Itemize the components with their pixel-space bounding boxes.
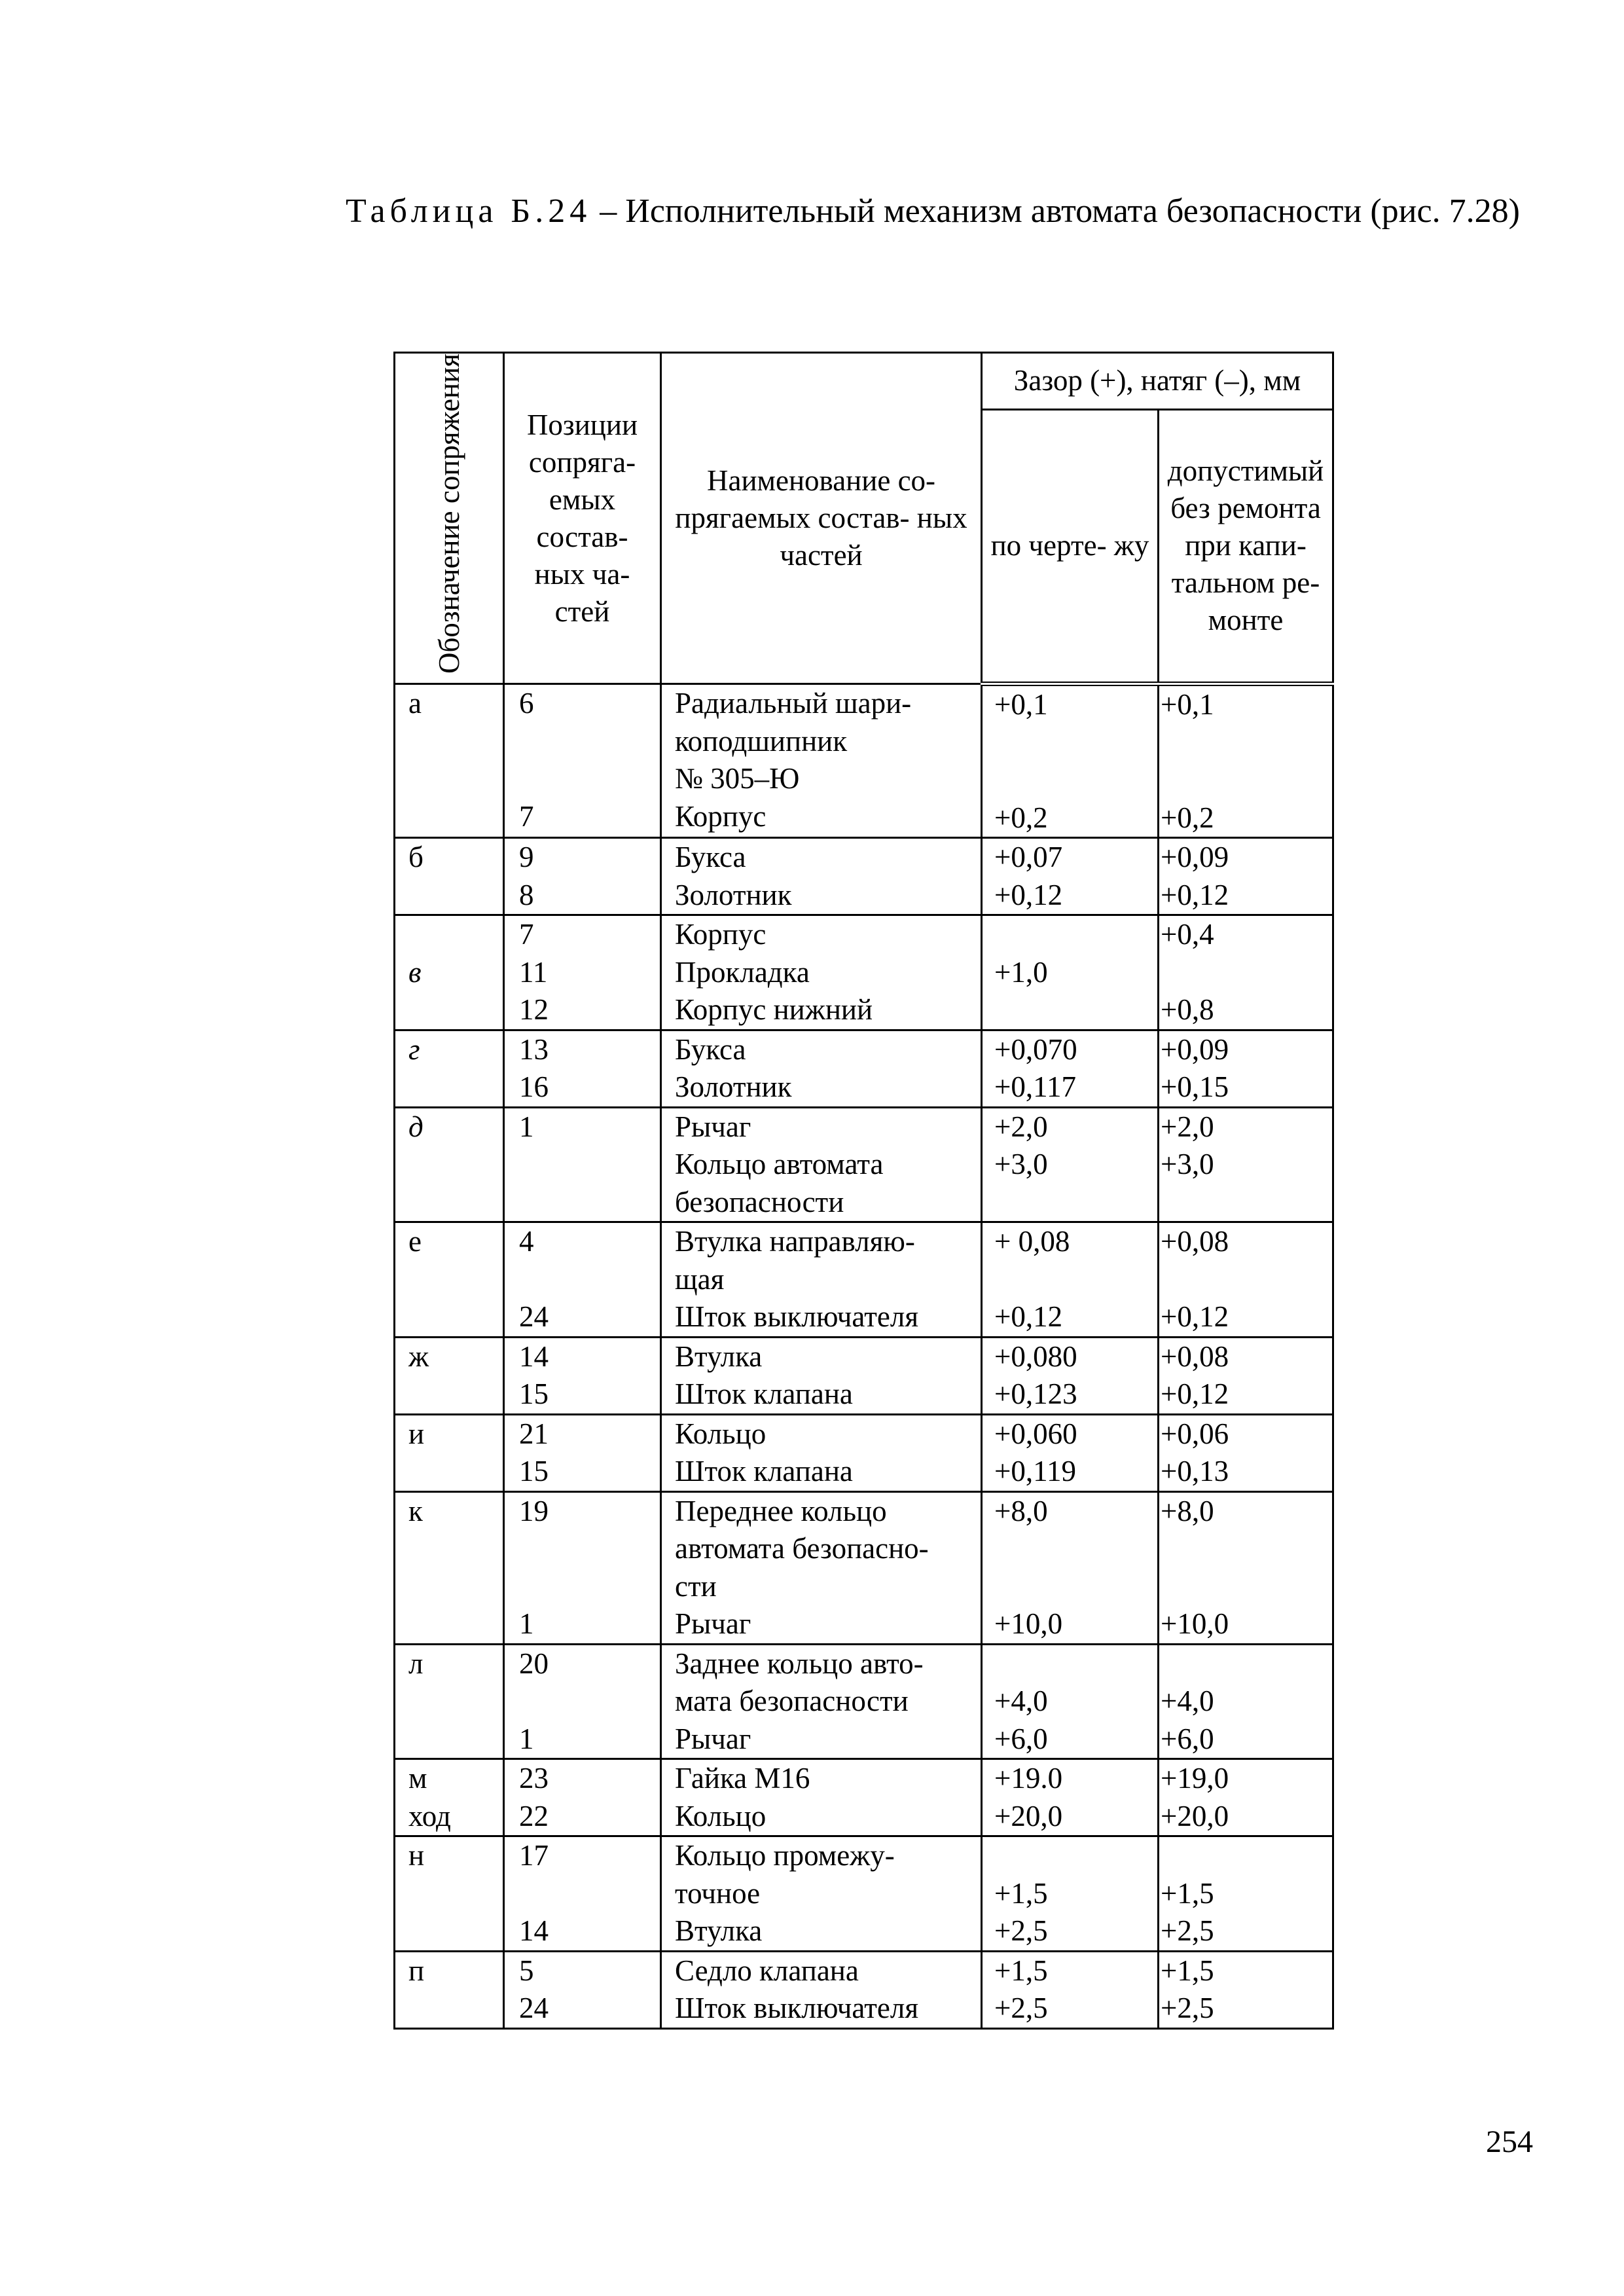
cell-line: +19.0 [994, 1762, 1063, 1795]
cell-line: +1,5 [994, 1954, 1048, 1987]
header-allowed: допустимый без ремонта при капи- тальном ре- монте [1159, 409, 1333, 683]
cell-gap-allowed [1159, 1030, 1333, 1107]
cell-line: щая [675, 1262, 725, 1296]
cell-line: +6,0 [1161, 1722, 1214, 1755]
cell-line: +4,0 [1161, 1685, 1214, 1718]
header-designation: Обозначение сопряжения [395, 353, 504, 684]
cell-line: +0,15 [1161, 1070, 1229, 1104]
cell-line: +0,1 [1161, 688, 1214, 721]
cell-line: л [408, 1647, 424, 1680]
cell-line: 17 [519, 1839, 549, 1872]
cell-line: +0,12 [994, 878, 1063, 911]
cell-line: 14 [519, 1339, 549, 1373]
cell-gap-drawing [982, 1030, 1159, 1107]
cell-line: № 305–Ю [675, 762, 800, 795]
cell-line: +4,0 [994, 1685, 1048, 1718]
cell-gap-allowed [1159, 1759, 1333, 1836]
cell-line: а [408, 687, 422, 720]
cell-designation [395, 1759, 504, 1836]
header-gap: Зазор (+), натяг (–), мм [982, 353, 1333, 410]
cell-line [519, 723, 655, 761]
cell-designation [395, 1951, 504, 2028]
cell-line: Радиальный шари- [675, 687, 912, 720]
table-row [395, 838, 1333, 915]
cell-line [994, 991, 1152, 1029]
cell-line: н [408, 1839, 425, 1872]
cell-line: и [408, 1417, 425, 1450]
cell-line: ж [408, 1339, 429, 1373]
cell-line [1161, 724, 1327, 762]
cell-line [408, 1912, 497, 1950]
cell-line: автомата безопасно- [675, 1532, 929, 1565]
cell-line: Втулка направляю- [675, 1225, 915, 1258]
cell-positions [504, 1759, 661, 1836]
cell-line: 12 [519, 993, 549, 1027]
cell-line [408, 1261, 497, 1299]
cell-part-name [661, 1107, 982, 1222]
cell-part-name [661, 838, 982, 915]
cell-designation [395, 1337, 504, 1414]
cell-line: Рычаг [675, 1607, 751, 1641]
cell-line [1161, 761, 1327, 799]
cell-line: м [408, 1762, 427, 1795]
cell-designation [395, 684, 504, 838]
cell-line [408, 1875, 497, 1913]
table-row [395, 1491, 1333, 1644]
cell-gap-allowed [1159, 684, 1333, 838]
cell-line: 24 [519, 1992, 549, 2025]
cell-gap-allowed [1159, 1951, 1333, 2028]
cell-line: +1,5 [1161, 1876, 1214, 1910]
cell-line [994, 1530, 1152, 1568]
cell-line: Рычаг [675, 1722, 751, 1755]
header-by-drawing: по черте- жу [982, 409, 1159, 683]
cell-line: +2,0 [1161, 1110, 1214, 1143]
cell-gap-allowed [1159, 1337, 1333, 1414]
cell-line: Корпус [675, 799, 767, 833]
cell-line [408, 1376, 497, 1413]
cell-line: 14 [519, 1914, 549, 1948]
cell-line: Втулка [675, 1339, 763, 1373]
cell-positions [504, 1644, 661, 1759]
cell-gap-drawing [982, 1644, 1159, 1759]
cell-gap-drawing [982, 1836, 1159, 1952]
cell-line [994, 1837, 1152, 1875]
cell-line: +1,5 [994, 1876, 1048, 1910]
table-row [395, 684, 1333, 838]
cell-line: +0,123 [994, 1377, 1077, 1411]
cell-designation [395, 1030, 504, 1107]
cell-gap-drawing [982, 1414, 1159, 1491]
cell-line [408, 798, 497, 836]
cell-line: 20 [519, 1647, 549, 1680]
cell-gap-drawing [982, 838, 1159, 915]
cell-line: Шток клапана [675, 1377, 853, 1411]
cell-gap-allowed [1159, 1491, 1333, 1644]
cell-gap-drawing [982, 684, 1159, 838]
cell-line [519, 1875, 655, 1913]
page-number: 254 [1486, 2124, 1533, 2159]
cell-line: Шток выключателя [675, 1992, 919, 2025]
cell-designation [395, 1836, 504, 1952]
cell-line [519, 1568, 655, 1606]
cell-line [408, 991, 497, 1029]
cell-line: Кольцо автомата [675, 1148, 884, 1181]
table-row [395, 1107, 1333, 1222]
cell-line: +3,0 [994, 1148, 1048, 1181]
cell-line: безопасности [675, 1185, 844, 1218]
cell-line: Букса [675, 1032, 746, 1066]
cell-gap-allowed [1159, 838, 1333, 915]
cell-gap-allowed [1159, 1414, 1333, 1491]
cell-line: +0,070 [994, 1032, 1077, 1066]
cell-line: Рычаг [675, 1110, 751, 1143]
cell-positions [504, 1337, 661, 1414]
cell-positions [504, 1030, 661, 1107]
cell-line [519, 1146, 655, 1184]
cell-line: 11 [519, 955, 548, 989]
cell-line: Кольцо [675, 1417, 767, 1450]
cell-line: Шток клапана [675, 1455, 853, 1488]
cell-line: 4 [519, 1225, 534, 1258]
cell-line: +0,080 [994, 1339, 1077, 1373]
cell-part-name [661, 1491, 982, 1644]
cell-line [408, 1068, 497, 1106]
cell-line: Золотник [675, 1070, 792, 1104]
cell-line: +2,5 [1161, 1914, 1214, 1948]
cell-line: Втулка [675, 1914, 763, 1948]
cell-line: 7 [519, 918, 534, 951]
cell-line: 22 [519, 1799, 549, 1832]
cell-line [994, 1645, 1152, 1683]
cell-designation [395, 1644, 504, 1759]
cell-gap-allowed [1159, 915, 1333, 1030]
cell-line: Седло клапана [675, 1954, 859, 1987]
cell-line: +0,12 [1161, 878, 1229, 911]
cell-line: к [408, 1494, 423, 1527]
cell-part-name [661, 1951, 982, 2028]
cell-line: 15 [519, 1377, 549, 1411]
cell-line: мата безопасности [675, 1685, 909, 1718]
cell-line: +19,0 [1161, 1762, 1229, 1795]
cell-line: +0,12 [1161, 1377, 1229, 1411]
cell-line [408, 723, 497, 761]
cell-line [519, 760, 655, 798]
cell-gap-drawing [982, 1337, 1159, 1414]
cell-line [519, 1683, 655, 1721]
cell-line: +6,0 [994, 1722, 1048, 1755]
cell-line [1161, 1261, 1327, 1299]
cell-positions [504, 1107, 661, 1222]
cell-line: +0,8 [1161, 993, 1214, 1027]
cell-line: +1,0 [994, 955, 1048, 989]
cell-line [1161, 954, 1327, 992]
table-title: – Исполнительный механизм автомата безопасности (рис. 7.28) [591, 192, 1520, 230]
cell-line: б [408, 841, 424, 874]
cell-line: +0,4 [1161, 918, 1214, 951]
cell-line: +0,07 [994, 841, 1063, 874]
cell-part-name [661, 1836, 982, 1952]
cell-line [408, 1298, 497, 1336]
cell-line: 8 [519, 878, 534, 911]
table-row [395, 1414, 1333, 1491]
cell-part-name [661, 915, 982, 1030]
cell-gap-drawing [982, 1951, 1159, 2028]
cell-line: ход [408, 1799, 451, 1832]
cell-line: +0,08 [1161, 1339, 1229, 1373]
cell-line [994, 916, 1152, 954]
cell-line: 21 [519, 1417, 549, 1450]
cell-line [1161, 1530, 1327, 1568]
header-positions: Позиции сопряга- емых состав- ных ча- стей [504, 353, 661, 684]
cell-designation [395, 1107, 504, 1222]
cell-gap-allowed [1159, 1836, 1333, 1952]
cell-line: +0,119 [994, 1455, 1076, 1488]
cell-line: п [408, 1954, 425, 1987]
cell-line: Переднее кольцо [675, 1494, 887, 1527]
cell-line: +0,09 [1161, 841, 1229, 874]
cell-gap-allowed [1159, 1644, 1333, 1759]
cell-positions [504, 1951, 661, 2028]
cell-line: Гайка М16 [675, 1762, 810, 1795]
cell-line: Прокладка [675, 955, 810, 989]
cell-line: Корпус нижний [675, 993, 873, 1027]
cell-line [1161, 1837, 1327, 1875]
cell-line [408, 1146, 497, 1184]
cell-line: +8,0 [994, 1494, 1048, 1527]
cell-line: + 0,08 [994, 1225, 1070, 1258]
cell-line: +0,09 [1161, 1032, 1229, 1066]
table-row [395, 1644, 1333, 1759]
cell-designation [395, 838, 504, 915]
cell-part-name [661, 1222, 982, 1338]
cell-positions [504, 684, 661, 838]
cell-line: 5 [519, 1954, 534, 1987]
cell-line [408, 760, 497, 798]
cell-line: +0,12 [994, 1300, 1063, 1334]
cell-designation [395, 1491, 504, 1644]
table-label: Таблица Б.24 [346, 192, 592, 230]
cell-designation [395, 1414, 504, 1491]
cell-positions [504, 1222, 661, 1338]
cell-line [408, 877, 497, 915]
cell-part-name [661, 1644, 982, 1759]
cell-line: +1,5 [1161, 1954, 1214, 1987]
cell-line [1161, 1568, 1327, 1606]
cell-line: 6 [519, 687, 534, 720]
cell-line: 7 [519, 799, 534, 833]
cell-gap-drawing [982, 1491, 1159, 1644]
cell-line [408, 1990, 497, 2028]
cell-line: в [408, 955, 422, 989]
cell-line: +2,5 [1161, 1992, 1214, 2025]
cell-line: 19 [519, 1494, 549, 1527]
cell-designation [395, 915, 504, 1030]
cell-line: Золотник [675, 878, 792, 911]
table-caption [195, 191, 1545, 232]
cell-line: +10,0 [994, 1607, 1063, 1641]
cell-line: +3,0 [1161, 1148, 1214, 1181]
table-row [395, 1759, 1333, 1836]
cell-line: +0,2 [1161, 801, 1214, 834]
cell-line: +20,0 [994, 1799, 1063, 1832]
cell-line [994, 1568, 1152, 1606]
cell-line: +8,0 [1161, 1494, 1214, 1527]
cell-positions [504, 838, 661, 915]
cell-gap-allowed [1159, 1222, 1333, 1338]
cell-line: 13 [519, 1032, 549, 1066]
mating-table [393, 352, 1334, 2030]
cell-part-name [661, 1337, 982, 1414]
cell-line [519, 1261, 655, 1299]
cell-line: сти [675, 1569, 717, 1603]
cell-line: +0,06 [1161, 1417, 1229, 1450]
cell-line: Букса [675, 841, 746, 874]
cell-positions [504, 915, 661, 1030]
cell-line: 1 [519, 1110, 534, 1143]
cell-positions [504, 1491, 661, 1644]
cell-line: 15 [519, 1455, 549, 1488]
cell-gap-drawing [982, 915, 1159, 1030]
cell-gap-drawing [982, 1759, 1159, 1836]
cell-positions [504, 1414, 661, 1491]
cell-line: е [408, 1225, 422, 1258]
cell-line [1161, 1645, 1327, 1683]
cell-line: +0,08 [1161, 1225, 1229, 1258]
cell-line: Корпус [675, 918, 767, 951]
header-name: Наименование со- прягаемых состав- ных частей [661, 353, 982, 684]
cell-designation [395, 1222, 504, 1338]
cell-line: Заднее кольцо авто- [675, 1647, 924, 1680]
table-row [395, 1337, 1333, 1414]
cell-line: 24 [519, 1300, 549, 1334]
cell-part-name [661, 1414, 982, 1491]
cell-line: +0,060 [994, 1417, 1077, 1450]
table-row [395, 1951, 1333, 2028]
cell-line: точное [675, 1876, 761, 1910]
cell-line [408, 1605, 497, 1643]
cell-line: коподшипник [675, 724, 848, 757]
cell-line: +0,117 [994, 1070, 1076, 1104]
cell-line [994, 761, 1152, 799]
cell-line [408, 916, 497, 954]
cell-line: +10,0 [1161, 1607, 1229, 1641]
cell-line: +2,0 [994, 1110, 1048, 1143]
cell-line [408, 1530, 497, 1568]
table-body [395, 684, 1333, 2029]
cell-line: +2,5 [994, 1914, 1048, 1948]
cell-gap-allowed [1159, 1107, 1333, 1222]
cell-line [519, 1530, 655, 1568]
cell-line [408, 1721, 497, 1758]
cell-line: 1 [519, 1722, 534, 1755]
cell-line [408, 1683, 497, 1721]
cell-line [519, 1184, 655, 1222]
cell-part-name [661, 1759, 982, 1836]
cell-part-name [661, 684, 982, 838]
table-row [395, 1030, 1333, 1107]
cell-gap-drawing [982, 1107, 1159, 1222]
table-row [395, 915, 1333, 1030]
cell-line [1161, 1184, 1327, 1222]
cell-line: +0,13 [1161, 1455, 1229, 1488]
cell-line: 9 [519, 841, 534, 874]
cell-line: 16 [519, 1070, 549, 1104]
cell-line: +0,2 [994, 801, 1048, 834]
cell-part-name [661, 1030, 982, 1107]
cell-line [408, 1184, 497, 1222]
cell-line: 1 [519, 1607, 534, 1641]
table-row [395, 1222, 1333, 1338]
cell-line: г [408, 1032, 420, 1066]
cell-line: +0,12 [1161, 1300, 1229, 1334]
cell-line: Кольцо [675, 1799, 767, 1832]
cell-gap-drawing [982, 1222, 1159, 1338]
cell-line [994, 1261, 1152, 1299]
cell-line [994, 1184, 1152, 1222]
cell-line: +2,5 [994, 1992, 1048, 2025]
table-row [395, 1836, 1333, 1952]
cell-line [408, 1453, 497, 1491]
cell-line [408, 1568, 497, 1606]
cell-line: +0,1 [994, 688, 1048, 721]
cell-line: Кольцо промежу- [675, 1839, 895, 1872]
cell-line: Шток выключателя [675, 1300, 919, 1334]
cell-line: д [408, 1110, 424, 1143]
cell-line [994, 724, 1152, 762]
cell-line: +20,0 [1161, 1799, 1229, 1832]
cell-positions [504, 1836, 661, 1952]
cell-line: 23 [519, 1762, 549, 1795]
